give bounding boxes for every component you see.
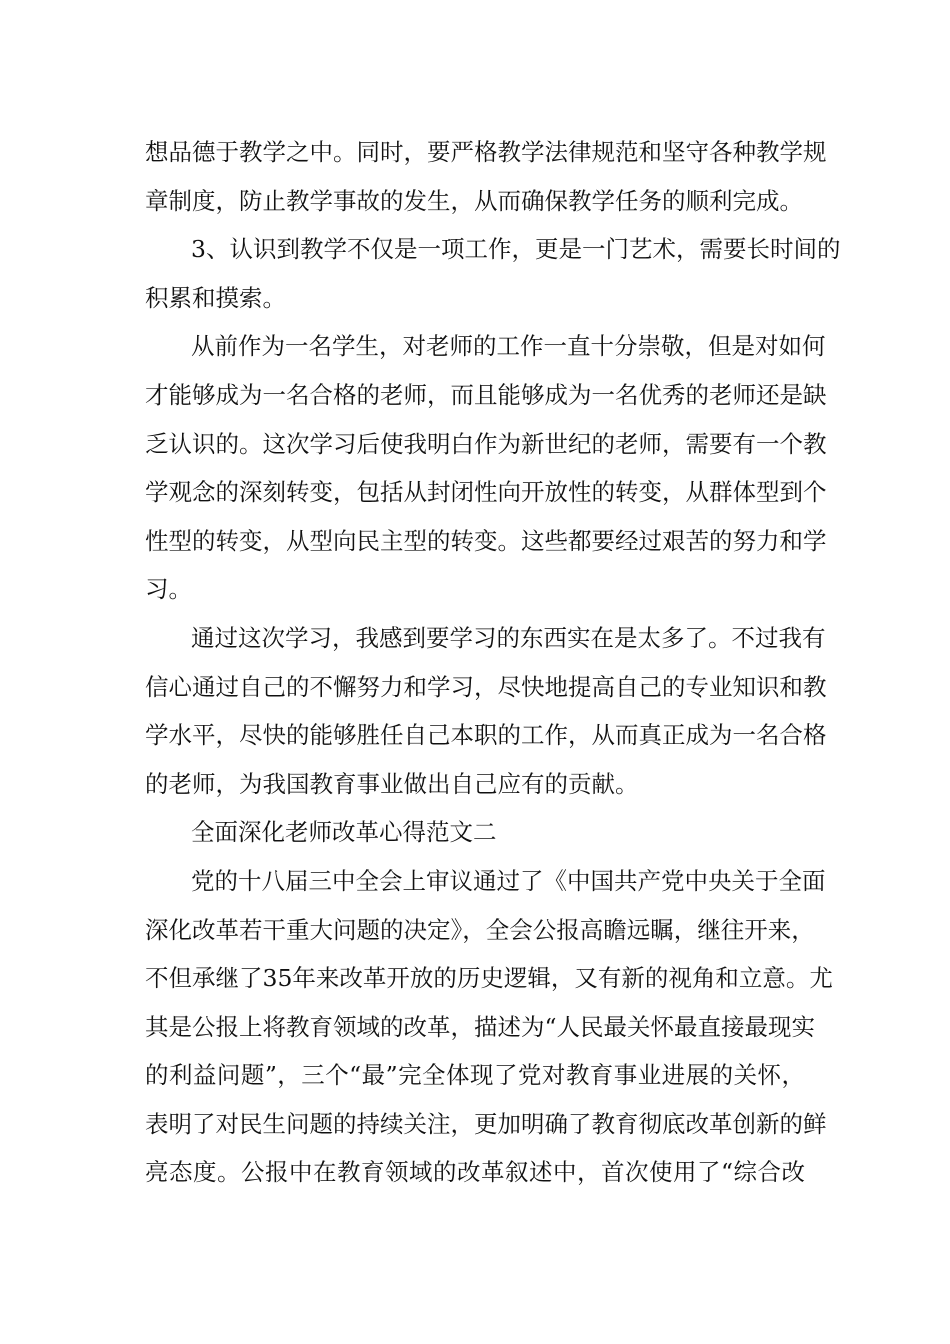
text-line: 通过这次学习，我感到要学习的东西实在是太多了。不过我有 [191, 623, 826, 652]
text-line: 的老师，为我国教育事业做出自己应有的贡献。 [145, 769, 639, 798]
text-line: 习。 [145, 575, 192, 604]
text-line: 学水平，尽快的能够胜任自己本职的工作，从而真正成为一名合格 [145, 721, 827, 750]
text-line: 章制度，防止教学事故的发生，从而确保教学任务的顺利完成。 [145, 186, 803, 215]
text-line: 学观念的深刻转变，包括从封闭性向开放性的转变，从群体型到个 [145, 478, 827, 507]
text-line: 全面深化老师改革心得范文二 [191, 818, 497, 847]
text-line: 信心通过自己的不懈努力和学习，尽快地提高自己的专业知识和教 [145, 672, 827, 701]
text-line: 表明了对民生问题的持续关注，更加明确了教育彻底改革创新的鲜 [145, 1109, 827, 1138]
text-line: 不但承继了35年来改革开放的历史逻辑，又有新的视角和立意。尤 [145, 964, 833, 993]
document-body [145, 128, 841, 1197]
text-line: 亮态度。公报中在教育领域的改革叙述中，首次使用了“综合改 [145, 1158, 805, 1187]
text-line: 从前作为一名学生，对老师的工作一直十分崇敬，但是对如何 [191, 332, 826, 361]
text-line: 深化改革若干重大问题的决定》，全会公报高瞻远瞩，继往开来， [145, 915, 815, 944]
text-line: 其是公报上将教育领域的改革，描述为“人民最关怀最直接最现实 [145, 1012, 816, 1041]
text-line: 积累和摸索。 [145, 283, 286, 312]
text-line: 乏认识的。这次学习后使我明白作为新世纪的老师，需要有一个教 [145, 429, 827, 458]
text-line: 想品德于教学之中。同时，要严格教学法律规范和坚守各种教学规 [145, 138, 827, 166]
text-line: 3、认识到教学不仅是一项工作，更是一门艺术，需要长时间的 [191, 235, 841, 264]
text-line: 的利益问题”，三个“最”完全体现了党对教育事业进展的关怀， [145, 1061, 805, 1090]
text-line: 党的十八届三中全会上审议通过了《中国共产党中央关于全面 [191, 866, 826, 895]
text-line: 才能够成为一名合格的老师，而且能够成为一名优秀的老师还是缺 [145, 380, 827, 409]
text-line: 性型的转变，从型向民主型的转变。这些都要经过艰苦的努力和学 [145, 526, 827, 555]
